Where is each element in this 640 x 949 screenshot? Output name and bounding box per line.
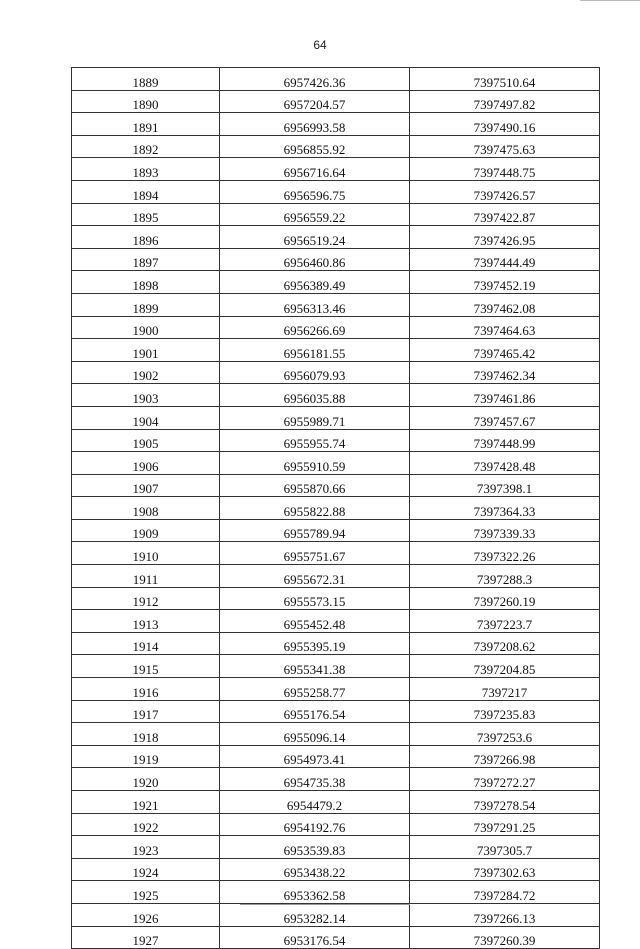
y-coordinate-cell: 7397322.26 <box>410 542 600 565</box>
table-row <box>72 791 600 814</box>
y-coordinate-cell: 7397510.64 <box>410 68 600 91</box>
y-coordinate-cell: 7397204.85 <box>410 655 600 678</box>
x-coordinate-cell: 6954479.2 <box>220 791 410 814</box>
point-number-cell: 1915 <box>72 655 220 678</box>
y-coordinate-cell: 7397278.54 <box>410 791 600 814</box>
y-coordinate-cell: 7397288.3 <box>410 565 600 588</box>
table-row <box>72 542 600 565</box>
point-number-cell: 1912 <box>72 587 220 610</box>
table-row <box>72 474 600 497</box>
table-row <box>72 926 600 949</box>
x-coordinate-cell: 6955258.77 <box>220 678 410 701</box>
x-coordinate-cell: 6954192.76 <box>220 813 410 836</box>
x-coordinate-cell: 6956389.49 <box>220 271 410 294</box>
x-coordinate-cell: 6955789.94 <box>220 519 410 542</box>
point-number-cell: 1898 <box>72 271 220 294</box>
table-row <box>72 68 600 91</box>
coordinates-table <box>71 67 600 949</box>
x-coordinate-cell: 6956519.24 <box>220 226 410 249</box>
table-row <box>72 293 600 316</box>
table-row <box>72 452 600 475</box>
y-coordinate-cell: 7397462.34 <box>410 361 600 384</box>
x-coordinate-cell: 6956266.69 <box>220 316 410 339</box>
x-coordinate-cell: 6954735.38 <box>220 768 410 791</box>
table-row <box>72 113 600 136</box>
y-coordinate-cell: 7397426.57 <box>410 180 600 203</box>
table-row <box>72 655 600 678</box>
y-coordinate-cell: 7397339.33 <box>410 519 600 542</box>
y-coordinate-cell: 7397223.7 <box>410 610 600 633</box>
point-number-cell: 1889 <box>72 68 220 91</box>
table-row <box>72 497 600 520</box>
point-number-cell: 1923 <box>72 836 220 859</box>
x-coordinate-cell: 6955955.74 <box>220 429 410 452</box>
y-coordinate-cell: 7397428.48 <box>410 452 600 475</box>
x-coordinate-cell: 6955096.14 <box>220 723 410 746</box>
table-row <box>72 881 600 904</box>
point-number-cell: 1892 <box>72 135 220 158</box>
point-number-cell: 1901 <box>72 339 220 362</box>
point-number-cell: 1905 <box>72 429 220 452</box>
y-coordinate-cell: 7397291.25 <box>410 813 600 836</box>
table-row <box>72 587 600 610</box>
y-coordinate-cell: 7397475.63 <box>410 135 600 158</box>
table-row <box>72 519 600 542</box>
table-row <box>72 406 600 429</box>
table-row <box>72 248 600 271</box>
y-coordinate-cell: 7397490.16 <box>410 113 600 136</box>
y-coordinate-cell: 7397272.27 <box>410 768 600 791</box>
x-coordinate-cell: 6955822.88 <box>220 497 410 520</box>
point-number-cell: 1911 <box>72 565 220 588</box>
point-number-cell: 1916 <box>72 678 220 701</box>
table-row <box>72 226 600 249</box>
table-row <box>72 903 600 926</box>
table-row <box>72 813 600 836</box>
point-number-cell: 1907 <box>72 474 220 497</box>
x-coordinate-cell: 6955672.31 <box>220 565 410 588</box>
x-coordinate-cell: 6955989.71 <box>220 406 410 429</box>
point-number-cell: 1906 <box>72 452 220 475</box>
point-number-cell: 1927 <box>72 926 220 949</box>
point-number-cell: 1893 <box>72 158 220 181</box>
table-row <box>72 836 600 859</box>
x-coordinate-cell: 6955910.59 <box>220 452 410 475</box>
y-coordinate-cell: 7397284.72 <box>410 881 600 904</box>
x-coordinate-cell: 6953176.54 <box>220 926 410 949</box>
x-coordinate-cell: 6955395.19 <box>220 632 410 655</box>
x-coordinate-cell: 6956035.88 <box>220 384 410 407</box>
x-coordinate-cell: 6955452.48 <box>220 610 410 633</box>
point-number-cell: 1913 <box>72 610 220 633</box>
x-coordinate-cell: 6955176.54 <box>220 700 410 723</box>
table-row <box>72 361 600 384</box>
x-coordinate-cell: 6957204.57 <box>220 90 410 113</box>
point-number-cell: 1926 <box>72 903 220 926</box>
y-coordinate-cell: 7397305.7 <box>410 836 600 859</box>
x-coordinate-cell: 6955870.66 <box>220 474 410 497</box>
scan-edge-top <box>580 0 640 1</box>
x-coordinate-cell: 6955751.67 <box>220 542 410 565</box>
y-coordinate-cell: 7397426.95 <box>410 226 600 249</box>
point-number-cell: 1910 <box>72 542 220 565</box>
x-coordinate-cell: 6956596.75 <box>220 180 410 203</box>
y-coordinate-cell: 7397462.08 <box>410 293 600 316</box>
table-row <box>72 271 600 294</box>
table-row <box>72 158 600 181</box>
y-coordinate-cell: 7397208.62 <box>410 632 600 655</box>
table-row <box>72 180 600 203</box>
point-number-cell: 1918 <box>72 723 220 746</box>
point-number-cell: 1921 <box>72 791 220 814</box>
y-coordinate-cell: 7397448.99 <box>410 429 600 452</box>
y-coordinate-cell: 7397364.33 <box>410 497 600 520</box>
table-row <box>72 339 600 362</box>
page-number: 64 <box>313 38 327 52</box>
point-number-cell: 1925 <box>72 881 220 904</box>
table-row <box>72 316 600 339</box>
y-coordinate-cell: 7397266.98 <box>410 745 600 768</box>
table-row <box>72 768 600 791</box>
point-number-cell: 1896 <box>72 226 220 249</box>
y-coordinate-cell: 7397497.82 <box>410 90 600 113</box>
x-coordinate-cell: 6956181.55 <box>220 339 410 362</box>
point-number-cell: 1924 <box>72 858 220 881</box>
table-row <box>72 745 600 768</box>
point-number-cell: 1902 <box>72 361 220 384</box>
point-number-cell: 1891 <box>72 113 220 136</box>
table-row <box>72 90 600 113</box>
y-coordinate-cell: 7397464.63 <box>410 316 600 339</box>
y-coordinate-cell: 7397452.19 <box>410 271 600 294</box>
point-number-cell: 1899 <box>72 293 220 316</box>
table-row <box>72 723 600 746</box>
x-coordinate-cell: 6956313.46 <box>220 293 410 316</box>
x-coordinate-cell: 6956559.22 <box>220 203 410 226</box>
point-number-cell: 1890 <box>72 90 220 113</box>
table-row <box>72 565 600 588</box>
x-coordinate-cell: 6956855.92 <box>220 135 410 158</box>
y-coordinate-cell: 7397422.87 <box>410 203 600 226</box>
y-coordinate-cell: 7397260.39 <box>410 926 600 949</box>
point-number-cell: 1920 <box>72 768 220 791</box>
y-coordinate-cell: 7397302.63 <box>410 858 600 881</box>
y-coordinate-cell: 7397465.42 <box>410 339 600 362</box>
x-coordinate-cell: 6955341.38 <box>220 655 410 678</box>
y-coordinate-cell: 7397260.19 <box>410 587 600 610</box>
x-coordinate-cell: 6956716.64 <box>220 158 410 181</box>
point-number-cell: 1894 <box>72 180 220 203</box>
table-row <box>72 678 600 701</box>
x-coordinate-cell: 6953362.58 <box>220 881 410 904</box>
x-coordinate-cell: 6956993.58 <box>220 113 410 136</box>
y-coordinate-cell: 7397448.75 <box>410 158 600 181</box>
point-number-cell: 1914 <box>72 632 220 655</box>
coordinates-table-body <box>72 68 600 949</box>
table-row <box>72 203 600 226</box>
point-number-cell: 1904 <box>72 406 220 429</box>
x-coordinate-cell: 6953282.14 <box>220 903 410 926</box>
point-number-cell: 1897 <box>72 248 220 271</box>
point-number-cell: 1908 <box>72 497 220 520</box>
x-coordinate-cell: 6954973.41 <box>220 745 410 768</box>
point-number-cell: 1919 <box>72 745 220 768</box>
y-coordinate-cell: 7397235.83 <box>410 700 600 723</box>
point-number-cell: 1909 <box>72 519 220 542</box>
y-coordinate-cell: 7397457.67 <box>410 406 600 429</box>
x-coordinate-cell: 6955573.15 <box>220 587 410 610</box>
x-coordinate-cell: 6953438.22 <box>220 858 410 881</box>
y-coordinate-cell: 7397398.1 <box>410 474 600 497</box>
point-number-cell: 1917 <box>72 700 220 723</box>
table-row <box>72 858 600 881</box>
point-number-cell: 1895 <box>72 203 220 226</box>
point-number-cell: 1900 <box>72 316 220 339</box>
point-number-cell: 1903 <box>72 384 220 407</box>
y-coordinate-cell: 7397461.86 <box>410 384 600 407</box>
y-coordinate-cell: 7397444.49 <box>410 248 600 271</box>
point-number-cell: 1922 <box>72 813 220 836</box>
y-coordinate-cell: 7397253.6 <box>410 723 600 746</box>
table-row <box>72 429 600 452</box>
x-coordinate-cell: 6956460.86 <box>220 248 410 271</box>
table-row <box>72 384 600 407</box>
x-coordinate-cell: 6957426.36 <box>220 68 410 91</box>
y-coordinate-cell: 7397266.13 <box>410 903 600 926</box>
y-coordinate-cell: 7397217 <box>410 678 600 701</box>
x-coordinate-cell: 6953539.83 <box>220 836 410 859</box>
x-coordinate-cell: 6956079.93 <box>220 361 410 384</box>
table-row <box>72 700 600 723</box>
table-row <box>72 610 600 633</box>
table-row <box>72 135 600 158</box>
table-row <box>72 632 600 655</box>
